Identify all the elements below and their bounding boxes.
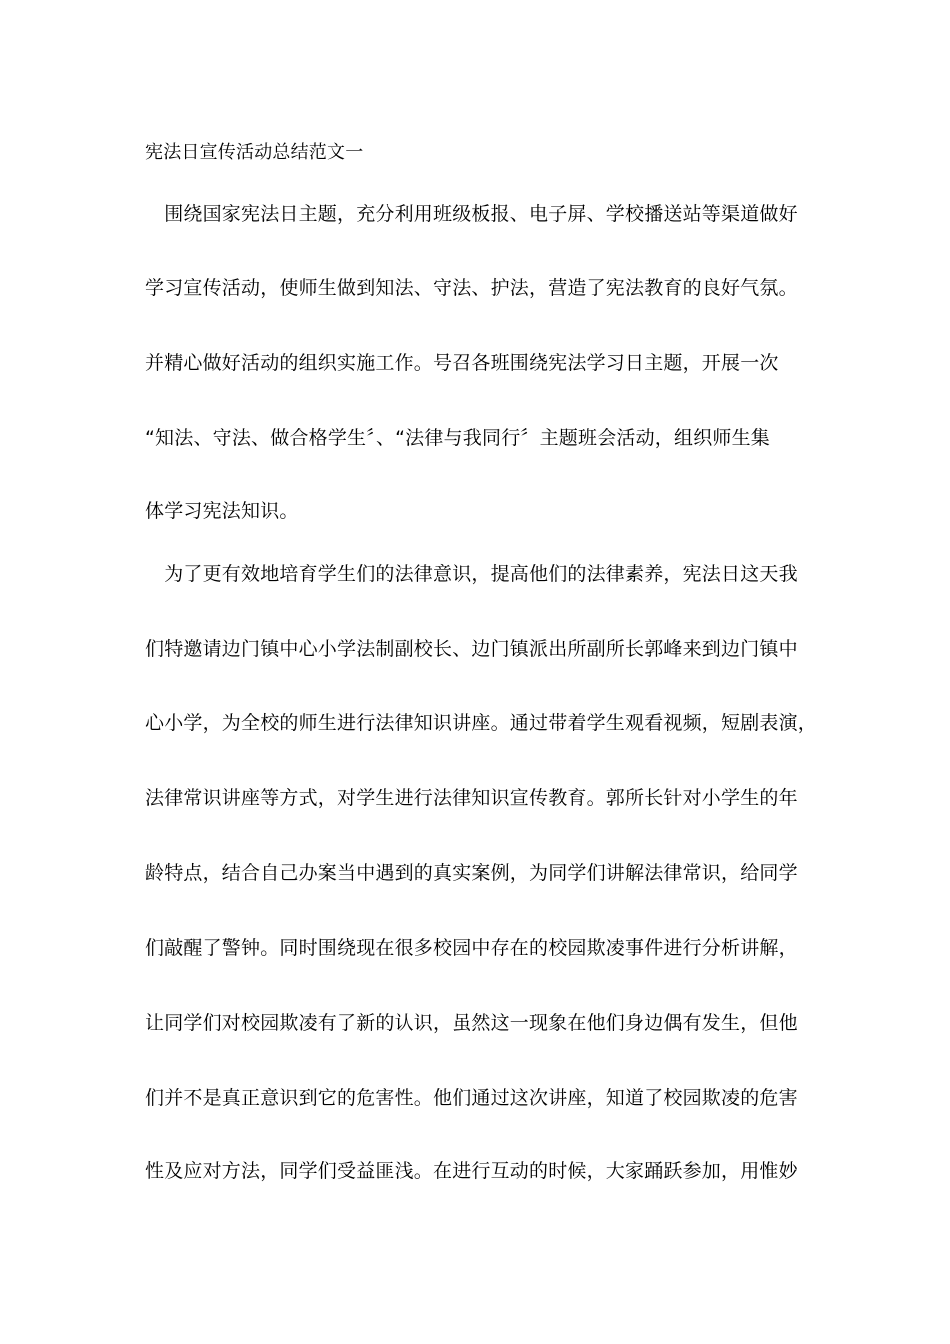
paragraph-line: 学习宣传活动，使师生做到知法、守法、护法，营造了宪法教育的良好气氛。 [145,277,798,299]
paragraph-line: 并精心做好活动的组织实施工作。号召各班围绕宪法学习日主题，开展一次 [145,352,779,374]
document-title: 宪法日宣传活动总结范文一 [145,142,364,163]
paragraph-line: 为了更有效地培育学生们的法律意识，提高他们的法律素养，宪法日这天我 [145,563,798,585]
paragraph-line: 们敲醒了警钟。同时围绕现在很多校园中存在的校园欺凌事件进行分析讲解， [145,937,798,959]
paragraph-line: “知法、守法、做合格学生〞、“法律与我同行〞主题班会活动，组织师生集 [145,427,770,449]
paragraph-line: 体学习宪法知识。 [145,500,299,522]
paragraph-line: 法律常识讲座等方式，对学生进行法律知识宣传教育。郭所长针对小学生的年 [145,787,798,809]
paragraph-line: 围绕国家宪法日主题，充分利用班级板报、电子屏、学校播送站等渠道做好 [145,203,798,225]
paragraph-line: 们并不是真正意识到它的危害性。他们通过这次讲座，知道了校园欺凌的危害 [145,1087,798,1109]
paragraph-line: 心小学，为全校的师生进行法律知识讲座。通过带着学生观看视频，短剧表演， [145,712,818,734]
paragraph-line: 性及应对方法，同学们受益匪浅。在进行互动的时候，大家踊跃参加，用惟妙 [145,1160,798,1182]
paragraph-line: 龄特点，结合自己办案当中遇到的真实案例，为同学们讲解法律常识，给同学 [145,862,798,884]
paragraph-line: 让同学们对校园欺凌有了新的认识，虽然这一现象在他们身边偶有发生，但他 [145,1012,798,1034]
paragraph-line: 们特邀请边门镇中心小学法制副校长、边门镇派出所副所长郭峰来到边门镇中 [145,638,798,660]
